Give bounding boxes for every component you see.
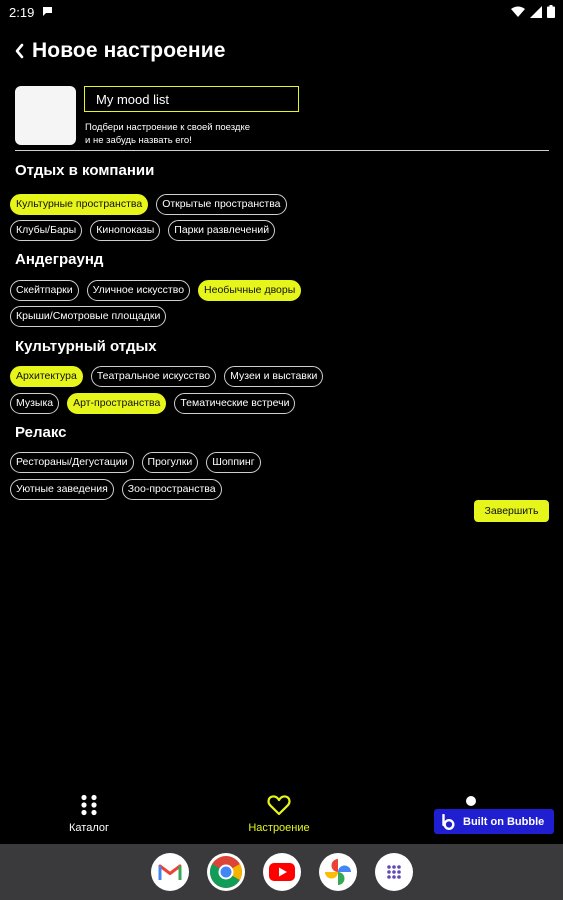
mood-tag[interactable]: Шоппинг: [206, 452, 260, 473]
tab-mood[interactable]: [234, 794, 324, 834]
tab-mood-label: Настроение: [248, 822, 310, 834]
wifi-icon: [511, 6, 525, 18]
tab-catalog[interactable]: [44, 794, 134, 834]
app-drawer-icon[interactable]: [375, 853, 413, 891]
tag-row: [10, 366, 323, 387]
section-title: Отдых в компании: [15, 162, 155, 179]
mood-tag[interactable]: Парки развлечений: [168, 220, 275, 241]
mood-hint: [85, 121, 315, 147]
mood-tag[interactable]: Необычные дворы: [198, 280, 301, 301]
mood-tag[interactable]: Культурные пространства: [10, 194, 148, 215]
message-notification-icon: [42, 6, 53, 17]
mood-image-upload[interactable]: [15, 86, 76, 145]
section-title: Культурный отдых: [15, 338, 157, 355]
tag-row: [10, 306, 166, 327]
mood-tag[interactable]: Клубы/Бары: [10, 220, 82, 241]
hint-line-1: Подбери настроение к своей поездке: [85, 122, 250, 133]
bubble-logo-icon: [441, 814, 455, 830]
mood-name-input[interactable]: [84, 86, 299, 112]
mood-tag[interactable]: Уютные заведения: [10, 479, 114, 500]
grid-dots-icon: [80, 794, 98, 816]
tag-row: [10, 194, 287, 215]
mood-tag[interactable]: Крыши/Смотровые площадки: [10, 306, 166, 327]
built-on-bubble-badge[interactable]: [434, 809, 554, 834]
tab-indicator-dot: [466, 796, 476, 806]
mood-tag[interactable]: Тематические встречи: [174, 393, 295, 414]
gmail-icon[interactable]: [151, 853, 189, 891]
tag-row: [10, 452, 261, 473]
bubble-label: Built on Bubble: [463, 815, 545, 828]
mood-tag[interactable]: Скейтпарки: [10, 280, 79, 301]
battery-icon: [547, 5, 555, 18]
tag-row: [10, 393, 295, 414]
mood-tag[interactable]: Кинопоказы: [90, 220, 160, 241]
mood-tag[interactable]: Музыка: [10, 393, 59, 414]
tag-row: [10, 280, 301, 301]
mood-tag[interactable]: Уличное искусство: [87, 280, 190, 301]
section-title: Андеграунд: [15, 251, 104, 268]
mood-tag[interactable]: Прогулки: [142, 452, 199, 473]
page-title: Новое настроение: [32, 39, 226, 62]
heart-icon: [267, 794, 291, 816]
tag-row: [10, 220, 275, 241]
mood-tag[interactable]: Архитектура: [10, 366, 83, 387]
photos-icon[interactable]: [319, 853, 357, 891]
divider: [15, 150, 549, 151]
signal-icon: [530, 6, 542, 18]
back-icon[interactable]: [14, 40, 30, 62]
youtube-icon[interactable]: [263, 853, 301, 891]
hint-line-2: и не забудь назвать его!: [85, 135, 192, 146]
tag-row: [10, 479, 222, 500]
mood-tag[interactable]: Зоо-пространства: [122, 479, 222, 500]
mood-tag[interactable]: Открытые пространства: [156, 194, 286, 215]
status-icons: [511, 5, 555, 18]
mood-tag[interactable]: Рестораны/Дегустации: [10, 452, 134, 473]
app-dock: [0, 844, 563, 900]
mood-tag[interactable]: Театральное искусство: [91, 366, 216, 387]
finish-button[interactable]: Завершить: [474, 500, 549, 522]
status-bar: [0, 0, 563, 26]
chrome-icon[interactable]: [207, 853, 245, 891]
section-title: Релакс: [15, 424, 67, 441]
mood-tag[interactable]: Арт-пространства: [67, 393, 166, 414]
bottom-tab-bar: [0, 790, 563, 844]
tab-catalog-label: Каталог: [69, 822, 109, 834]
app-header: [14, 36, 226, 66]
status-time: 2:19: [9, 5, 35, 20]
mood-tag[interactable]: Музеи и выставки: [224, 366, 323, 387]
